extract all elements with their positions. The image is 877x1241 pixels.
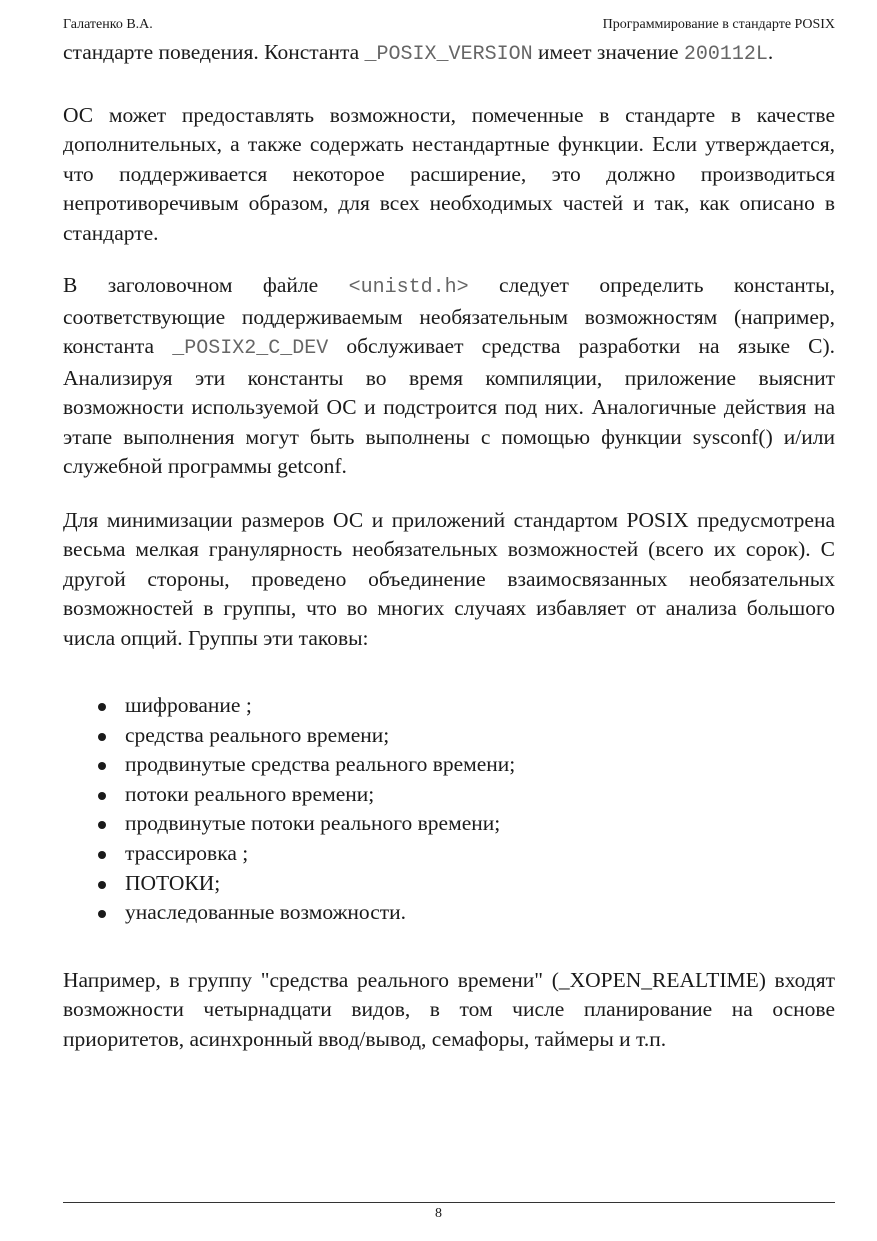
bullet-icon bbox=[98, 762, 106, 770]
bullet-icon bbox=[98, 881, 106, 889]
list-item-text: трассировка ; bbox=[125, 840, 249, 865]
paragraph-3-text-c: обслуживает средства разработки на языке C). Анализируя эти константы во время компиляции, приложение выяснит возможности используемой ОС и подстроится под них. Аналогичные действия на этапе выполнения могут быть выполнены с помощью функции sysconf() и/или служебной программы getconf. bbox=[63, 334, 835, 478]
paragraph-4: Для минимизации размеров ОС и приложений стандартом POSIX предусмотрена весьма мелкая гранулярность необязательных возможностей (всего их сорок). С другой стороны, проведено объединение взаимосвязанных необязательных возможностей в группы, что во многих случаях избавляет от анализа большого числа опций. Группы эти таковы: bbox=[63, 507, 835, 650]
code-posix2-c-dev: _POSIX2_C_DEV bbox=[172, 337, 329, 360]
paragraph-1-text-a: стандарте поведения. Константа bbox=[63, 40, 365, 64]
list-item-text: потоки реального времени; bbox=[125, 781, 375, 806]
code-posix-version: _POSIX_VERSION bbox=[364, 43, 533, 66]
list-item-text: продвинутые потоки реального времени; bbox=[125, 811, 501, 836]
list-item-text: унаследованные возможности. bbox=[125, 900, 407, 925]
footer-divider bbox=[63, 1202, 835, 1203]
list-item bbox=[63, 898, 835, 928]
page-content bbox=[63, 38, 835, 1054]
page-number: 8 bbox=[435, 1206, 442, 1221]
groups-list bbox=[63, 691, 835, 928]
list-item-text: продвинутые средства реального времени; bbox=[125, 752, 516, 777]
list-item bbox=[63, 839, 835, 869]
header-title: Программирование в стандарте POSIX bbox=[602, 17, 835, 32]
list-item bbox=[63, 691, 835, 721]
paragraph-1-text-c: . bbox=[767, 40, 774, 64]
bullet-icon bbox=[98, 851, 106, 859]
paragraph-3-text-b: следует определить константы, соответствующие поддерживаемым необязательным возможностям (например, константа bbox=[63, 273, 835, 358]
header-author: Галатенко В.А. bbox=[63, 17, 153, 32]
list-item bbox=[63, 809, 835, 839]
list-item bbox=[63, 869, 835, 899]
paragraph-1 bbox=[63, 38, 835, 70]
code-version-value: 200112L bbox=[683, 43, 768, 66]
paragraph-2: ОС может предоставлять возможности, помеченные в стандарте в качестве дополнительных, а также содержать нестандартные функции. Если утверждается, что поддерживается некоторое расширение, это должно производиться непротиворечивым образом, для всех необходимых частей и так, как описано в стандарте. bbox=[63, 102, 835, 245]
list-item-text: ПОТОКИ; bbox=[125, 870, 221, 895]
list-item-text: шифрование ; bbox=[125, 693, 252, 717]
paragraph-5: Например, в группу "средства реального времени" (_XOPEN_REALTIME) входят возможности четырнадцати видов, в том числе планирование на основе приоритетов, асинхронный ввод/вывод, семафоры, таймеры и т.п. bbox=[63, 967, 835, 1051]
paragraph-1-text-b: имеет значение bbox=[532, 40, 684, 64]
bullet-icon bbox=[98, 821, 106, 829]
bullet-icon bbox=[98, 733, 106, 741]
list-item-text: средства реального времени; bbox=[125, 722, 390, 747]
bullet-icon bbox=[98, 792, 106, 800]
list-item bbox=[63, 721, 835, 751]
list-item bbox=[63, 750, 835, 780]
code-unistd-header: <unistd.h> bbox=[348, 276, 469, 299]
page-header bbox=[63, 17, 835, 35]
paragraph-3 bbox=[63, 271, 835, 482]
bullet-icon bbox=[98, 703, 106, 711]
list-item bbox=[63, 780, 835, 810]
bullet-icon bbox=[98, 910, 106, 918]
paragraph-3-text-a: В заголовочном файле bbox=[63, 273, 349, 297]
